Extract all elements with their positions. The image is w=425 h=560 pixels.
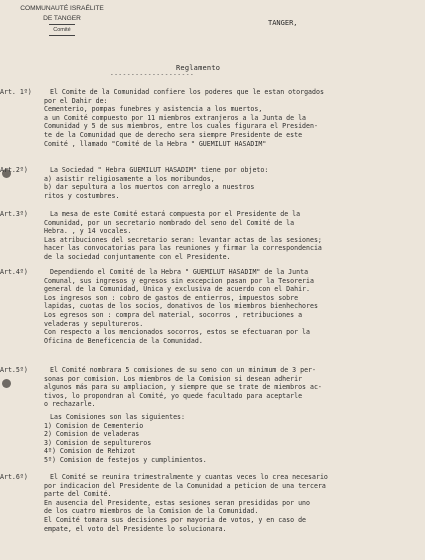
article-text-line: algunos más para su ampliacion, y siempre que se trate de miembros ac- — [44, 383, 322, 392]
article-text-line: lapidas, cuotas de los socios, donativos de los miembros bienhechores — [44, 302, 318, 311]
letterhead-city: DE TANGER — [43, 15, 81, 22]
article-text-line: parte del Comité. — [44, 490, 112, 499]
article-text-line: de la sociedad conjuntamente con el Presidente. — [44, 253, 231, 261]
document-title: Reglamento — [176, 64, 221, 72]
article-text-line: El Comité nombrara 5 comisiones de su seno con un minimum de 3 per- — [50, 366, 316, 374]
article-label: Art.3º) — [0, 210, 28, 218]
article-text-line: 2) Comision de veladeras — [44, 430, 140, 439]
article-text-line: veladeras y sepultureros. — [44, 319, 144, 328]
article-text-line: Cementerio, pompas funebres y asistencia a los muertos, — [44, 105, 263, 114]
article-text-line: Las atribuciones del secretario seran: levantar actas de las sesiones; — [44, 235, 322, 244]
letterhead-org: COMMUNAUTÉ ISRAÉLITE — [20, 5, 104, 12]
article-label: Art.4º) — [0, 268, 28, 276]
article-text-line: El Comite de la Comunidad confiere los poderes que le estan otorgados — [50, 88, 324, 96]
article-text-line: de los cuatro miembros de la Comision de la Comunidad. — [44, 507, 259, 516]
article-label: Art.6º) — [0, 473, 28, 481]
article-text-line: 5º) Comision de festejos y cumplimientos. — [44, 456, 207, 464]
article-text-line: 1) Comision de Cementerio — [44, 421, 144, 430]
article-text-line: o rechazarle. — [44, 400, 96, 409]
article-label: Art.5º) — [0, 366, 28, 374]
title-underline: -------------------- — [110, 71, 195, 78]
letterhead-divider — [49, 35, 75, 36]
punch-hole — [2, 379, 11, 388]
article-text-line: En ausencia del Presidente, estas sesiones seran presididas por uno — [44, 498, 310, 507]
article-text-line: Oficina de Beneficencia de la Comunidad. — [44, 336, 203, 345]
article-text-line: por indicacion del Presidente de la Comunidad a peticion de una tercera — [44, 481, 326, 490]
article-text-line: Con respecto a los mencionados socorros, estos se efectuaran por la — [44, 328, 310, 337]
article-text-line: Los ingresos son : cobro de gastos de entierros, impuestos sobre — [44, 293, 299, 302]
article-text-line: Dependiendo el Comité de la Hebra " GUEMILUT HASADIM" de la Junta — [50, 268, 309, 276]
letterhead — [12, 4, 112, 36]
article-text-line: general de la Comunidad, Unica y exclusiva de acuerdo con el Dahir. — [44, 285, 310, 294]
article-label: Art.2º) — [0, 166, 28, 174]
article-text-line: tivos, lo propondran al Comité, yo quede facultado para aceptarle — [44, 391, 303, 400]
article-text-line: Comité , llamado "Comité de la Hebra " GUEMILUT HASADIM" — [44, 139, 267, 148]
article-text-line: Hebra. , y 14 vocales. — [44, 227, 132, 236]
date-label: TANGER, — [268, 19, 298, 27]
article-text-line: a un Comité compuesto por 11 miembros extranjeros a la Junta de la — [44, 113, 307, 122]
article-text-line: La mesa de este Comité estará compuesta por el Presidente de la — [50, 210, 301, 218]
article-text-line: te de la Comunidad que de derecho sera siempre Presidente de este — [44, 131, 303, 139]
article-text-line: sonas por comision. Los miembros de la Comision si desean adherir — [44, 374, 303, 383]
article-text-line: empate, el voto del Presidente lo solucionara. — [44, 524, 227, 533]
article-text-line: Los egresos son : compra del material, socorros , retribuciones a — [44, 311, 303, 319]
article-text-line: 3) Comision de sepultureros — [44, 438, 152, 447]
letterhead-committee: Comité — [53, 27, 71, 33]
article-text-line: Las Comisiones son las siguientes: — [50, 413, 185, 421]
article-text-line: b) dar sepultura a los muertos con arreglo a nuestros — [44, 183, 255, 192]
article-text-line: ritos y costumbres. — [44, 191, 120, 200]
article-text-line: a) asistir religiosamente a los moribundos, — [44, 174, 215, 183]
article-text-line: 4º) Comision de Rehizot — [44, 447, 136, 456]
article-text-line: La Sociedad " Hebra GUEMILUT HASADIM" tiene por objeto: — [50, 166, 269, 174]
article-text-line: por el Dahir de: — [44, 96, 108, 105]
article-text-line: El Comité tomara sus decisiones por mayoria de votos, y en caso de — [44, 516, 307, 524]
article-text-line: hacer las convocatorias para las reuniones y firmar la correspondencia — [44, 244, 322, 253]
article-text-line: El Comité se reunira trimestralmente y cuantas veces lo crea necesario — [50, 473, 328, 481]
article-text-line: Comunidad y 5 de sus miembros, entre los cuales figurara el Presiden- — [44, 122, 318, 131]
article-text-line: Comunidad, por un secretario nombrado del seno del Comité de la — [44, 218, 295, 227]
article-label: Art. 1º) — [0, 88, 32, 96]
article-text-line: Comunal, sus ingresos y egresos sin excepcion pasan por la Tesoreria — [44, 276, 314, 285]
